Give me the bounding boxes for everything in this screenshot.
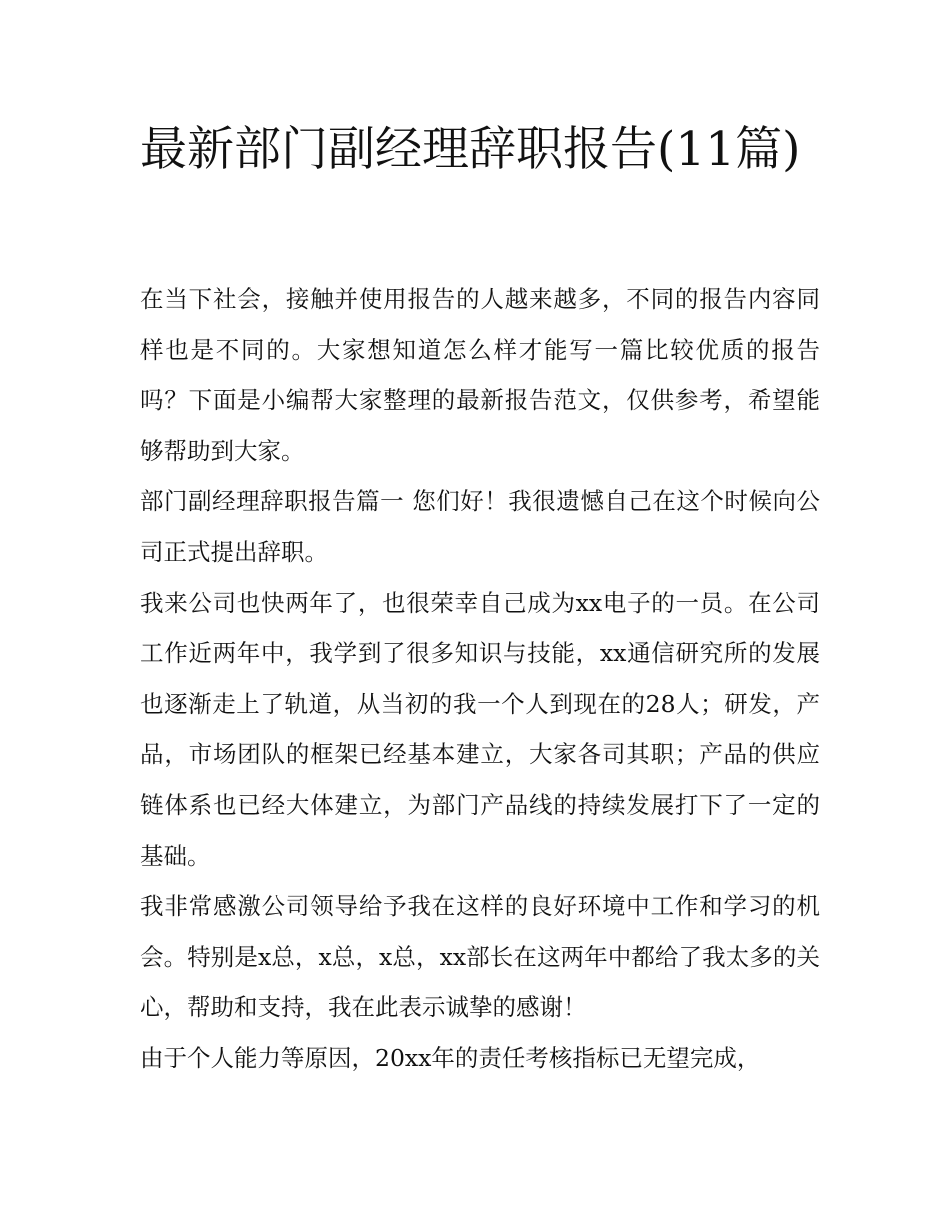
document-body	[140, 274, 820, 1084]
body-paragraph: 我非常感激公司领导给予我在这样的良好环境中工作和学习的机会。特别是x总，x总，x总，xx部长在这两年中都给了我太多的关心，帮助和支持，我在此表示诚挚的感谢！	[140, 892, 820, 1022]
body-paragraph: 我来公司也快两年了，也很荣幸自己成为xx电子的一员。在公司工作近两年中，我学到了很多知识与技能，xx通信研究所的发展也逐渐走上了轨道，从当初的我一个人到现在的28人；研发，产品，市场团队的框架已经基本建立，大家各司其职；产品的供应链体系也已经大体建立，为部门产品线的持续发展打下了一定的基础。	[140, 588, 820, 870]
body-paragraph: 部门副经理辞职报告篇一 您们好！我很遗憾自己在这个时候向公司正式提出辞职。	[140, 487, 820, 566]
body-paragraph: 由于个人能力等原因，20xx年的责任考核指标已无望完成，	[140, 1043, 761, 1072]
intro-paragraph: 在当下社会，接触并使用报告的人越来越多，不同的报告内容同样也是不同的。大家想知道怎么样才能写一篇比较优质的报告吗？下面是小编帮大家整理的最新报告范文，仅供参考，希望能够帮助到大家。	[140, 285, 820, 465]
document-title: 最新部门副经理辞职报告(11篇)	[140, 122, 801, 177]
